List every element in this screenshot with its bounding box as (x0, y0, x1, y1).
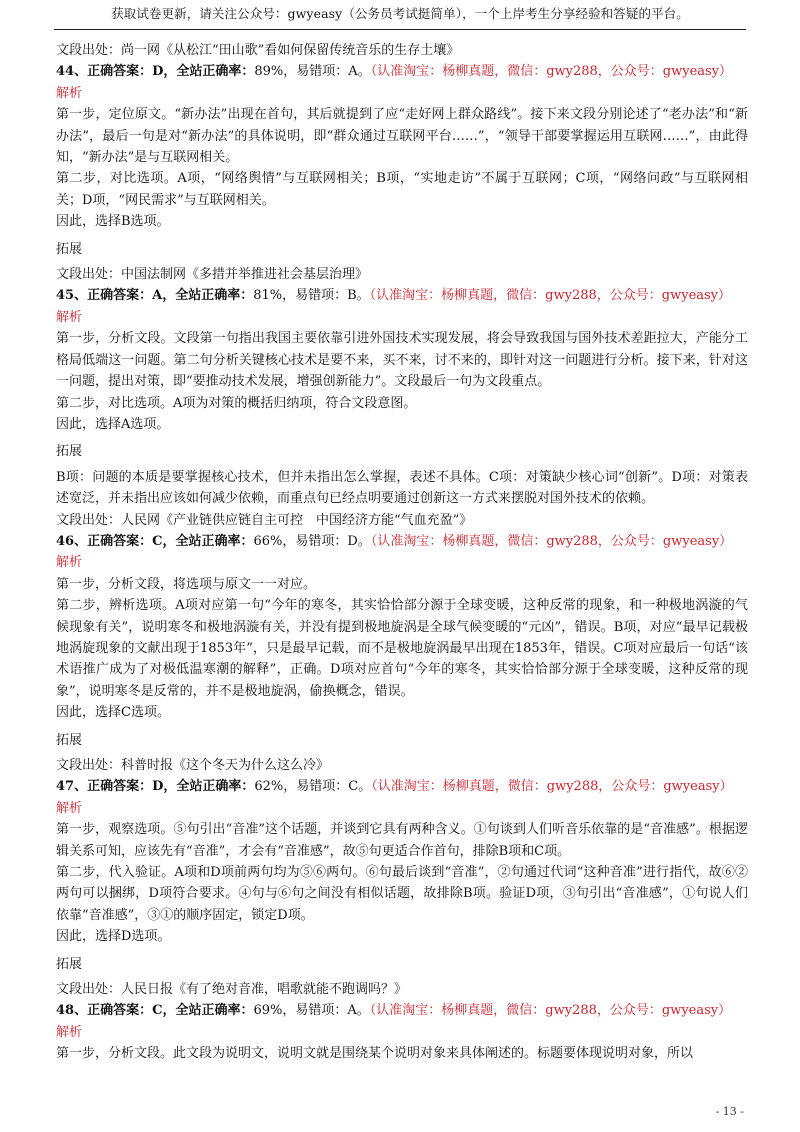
q45-number: 45、正确答案： (56, 288, 153, 304)
q44-ad: （认准淘宝：杨柳真题，微信：gwy288，公众号：gwyeasy） (370, 64, 733, 80)
q44-number: 44、正确答案： (56, 64, 153, 80)
q43-source: 文段出处：尚一网《从松江“田山歌”看如何保留传统音乐的生存土壤》 (56, 43, 460, 58)
q48-wrong-option: ，易错项：A。 (282, 1003, 370, 1019)
q47-rate-label: ，全站正确率： (163, 779, 255, 795)
q47-wrong-option: ，易错项：C。 (283, 779, 372, 795)
q48-step1: 第一步，分析文段。此文段为说明文，说明文就是围绕某个说明对象来具体阐述的。标题要体现说明对象，所以 (56, 1046, 694, 1062)
q44-step2: 第二步，对比选项。A项，“网络舆情”与互联网相关；B项，“实地走访”不属于互联网；C项，“网络问政”与互联网相关；D项，“网民需求”与互联网相关。 (56, 171, 748, 208)
q44-source: 文段出处：中国法制网《多措并举推进社会基层治理》 (56, 267, 369, 283)
q48-number: 48、正确答案： (56, 1003, 153, 1019)
q45-extension-heading: 拓展 (56, 444, 83, 460)
q45-rate: 81% (253, 288, 283, 304)
header-text: 获取试卷更新，请关注公众号：gwyeasy（公务员考试挺简单），一个上岸考生分享经验和答疑的平台。 (111, 6, 689, 21)
q45-step2: 第二步，对比选项。A项为对策的概括归纳项，符合文段意图。 (56, 395, 417, 411)
q46-ad: （认准淘宝：杨柳真题，微信：gwy288，公众号：gwyeasy） (370, 533, 733, 549)
q47-step1: 第一步，观察选项。⑤句引出“音准”这个话题，并谈到它具有两种含义。①句谈到人们听音乐依靠的是“音准感”。根据逻辑关系可知，应该先有“音准”，才会有“音准感”，故⑤句更适合作首句，排除B项和C项。 (56, 822, 748, 859)
q44-rate-label: ，全站正确率： (163, 64, 255, 80)
q46-source: 文段出处：科普时报《这个冬天为什么这么冷》 (56, 758, 330, 773)
q44-wrong-option: ，易错项：A。 (283, 64, 371, 80)
q47-number: 47、正确答案： (56, 779, 153, 795)
q44-extension-heading: 拓展 (56, 241, 83, 257)
q45-answer-line (56, 285, 748, 306)
q45-source: 文段出处：人民网《产业链供应链自主可控 中国经济方能“气血充盈”》 (56, 512, 473, 528)
q45-extension-text: B项：问题的本质是要掌握核心技术，但并未指出怎么掌握，表述不具体。C项：对策缺少核心词“创新”。D项：对策表述宽泛，并未指出应该如何减少依赖，而重点句已经点明要通过创新这一方式来摆脱对国外技术的依赖。 (56, 469, 748, 507)
q44-rate: 89% (254, 64, 284, 80)
page-header (0, 0, 800, 32)
q46-step1: 第一步，分析文段，将选项与原文一一对应。 (56, 576, 317, 592)
q47-rate: 62% (254, 779, 284, 795)
q46-step2: 第二步，辨析选项。A项对应第一句“今年的寒冬，其实恰恰部分源于全球变暖，这种反常的现象，和一种极地涡漩的气候现象有关”，说明寒冬和极地涡漩有关，并没有提到极地旋涡是全球气候变暖的“元凶”，错误。B项，对应“最早记载极地涡旋现象的文献出现于1853年”，只是最早记载，而不是极地旋涡最早出现在1853年，错误。C项对应最后一句话“该术语推广成为了对极低温寒潮的解释”，正确。D项对应首句“今年的寒冬，其实恰恰部分源于全球变暖，这种反常的现象”，说明寒冬是反常的，并不是极地旋涡，偷换概念，错误。 (56, 598, 748, 699)
q47-step2: 第二步，代入验证。A项和D项前两句均为⑤⑥两句。⑥句最后谈到“音准”，②句通过代词“这种音准”进行指代，故⑥②两句可以捆绑，D项符合要求。④句与⑥句之间没有相似话题，故排除B项。验证D项，③句引出“音准感”，①句说人们依靠“音准感”，③①的顺序固定，锁定D项。 (56, 865, 748, 923)
page-number: - 13 - (715, 1105, 744, 1118)
q48-answer-line (56, 1000, 748, 1021)
q48-ad: （认准淘宝：杨柳真题，微信：gwy288，公众号：gwyeasy） (369, 1003, 732, 1019)
q46-rate-label: ，全站正确率： (162, 533, 254, 549)
q44-conclusion: 因此，选择B选项。 (56, 214, 170, 230)
q47-answer: D (152, 779, 164, 795)
q48-rate: 69% (253, 1003, 283, 1019)
q44-analysis-heading: 解析 (56, 85, 83, 101)
q47-conclusion: 因此，选择D选项。 (56, 929, 171, 945)
q46-extension-heading: 拓展 (56, 732, 83, 748)
q48-rate-label: ，全站正确率： (162, 1003, 254, 1019)
q44-answer: D (152, 64, 164, 80)
header-divider (54, 29, 746, 30)
q47-ad: （认准淘宝：杨柳真题，微信：gwy288，公众号：gwyeasy） (371, 779, 733, 795)
q44-answer-line (56, 61, 748, 82)
q46-wrong-option: ，易错项：D。 (282, 533, 371, 549)
q45-conclusion: 因此，选择A选项。 (56, 416, 170, 432)
q48-answer: C (152, 1003, 163, 1019)
q46-conclusion: 因此，选择C选项。 (56, 705, 170, 721)
q47-analysis-heading: 解析 (56, 800, 83, 816)
q47-source: 文段出处：人民日报《有了绝对音准，唱歌就能不跑调吗？》 (56, 982, 408, 998)
q45-answer: A (152, 288, 163, 304)
q45-analysis-heading: 解析 (56, 309, 83, 325)
q47-answer-line (56, 776, 748, 797)
q46-answer: C (152, 533, 163, 549)
document-body (56, 40, 748, 1065)
q47-extension-heading: 拓展 (56, 956, 83, 972)
q46-answer-line (56, 531, 748, 552)
q45-rate-label: ，全站正确率： (162, 288, 254, 304)
q45-ad: （认准淘宝：杨柳真题，微信：gwy288，公众号：gwyeasy） (369, 288, 732, 304)
q45-wrong-option: ，易错项：B。 (282, 288, 370, 304)
q46-number: 46、正确答案： (56, 533, 153, 549)
q45-step1: 第一步，分析文段。文段第一句指出我国主要依靠引进外国技术实现发展，将会导致我国与国外技术差距拉大，产能分工格局低端这一问题。第二句分析关键核心技术是要不来，买不来，讨不来的，即针对这一问题进行分析。接下来，针对这一问题，提出对策，即“要推动技术发展，增强创新能力”。文段最后一句为文段重点。 (56, 331, 748, 390)
q46-rate: 66% (253, 533, 283, 549)
q48-analysis-heading: 解析 (56, 1024, 83, 1040)
q44-step1: 第一步，定位原文。“新办法”出现在首句，其后就提到了应“走好网上群众路线”。接下来文段分别论述了“老办法”和“新办法”，最后一句是对“新办法”的具体说明，即“群众通过互联网平台……”，“领导干部要掌握运用互联网……”，由此得知，“新办法”是与互联网相关。 (56, 107, 748, 166)
q46-analysis-heading: 解析 (56, 555, 83, 571)
